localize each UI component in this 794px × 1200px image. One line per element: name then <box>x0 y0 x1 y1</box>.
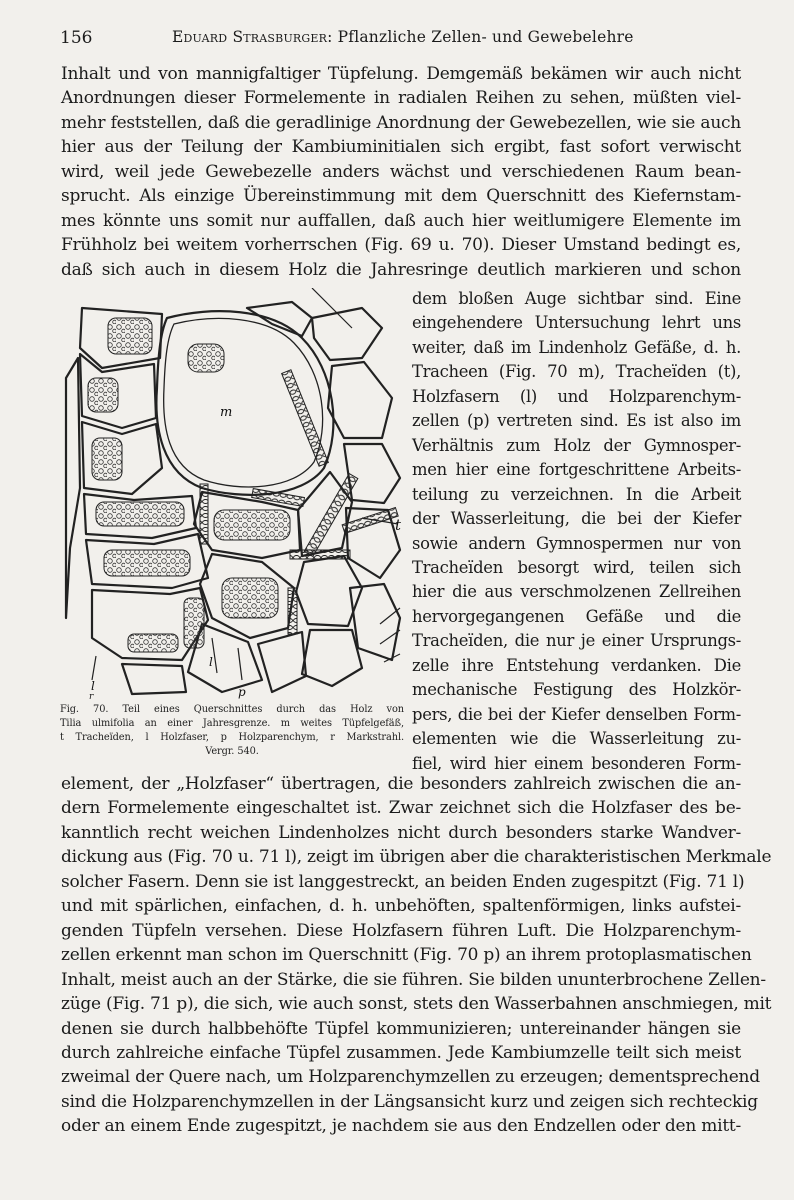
book-title: : Pflanzliche Zellen- und Gewebelehre <box>327 28 634 46</box>
text-line: hier die aus verschmolzenen Zellreihen <box>412 582 741 602</box>
text-line: solcher Fasern. Denn sie ist langgestreckt, an beiden Enden zugespitzt (Fig. 71 l) <box>61 871 745 892</box>
author-name: Eduard Strasburger <box>172 28 328 46</box>
figure-70-wood-cross-section <box>62 288 402 700</box>
text-line: eingehendere Untersuchung lehrt uns <box>412 313 741 333</box>
text-line: durch zahlreiche einfache Tüpfel zusammen. Jede Kambiumzelle teilt sich meist <box>61 1042 741 1063</box>
text-line: zweimal der Quere nach, um Holzparenchymzellen zu erzeugen; dementsprechend <box>61 1067 760 1088</box>
text-line: Holzfasern (l) und Holzparenchym- <box>412 386 741 406</box>
text-line: Anordnungen dieser Formelemente in radialen Reihen zu sehen, müßten viel- <box>61 88 741 109</box>
text-line: Inhalt, meist auch an der Stärke, die sie führen. Sie bilden ununterbrochene Zellen- <box>61 969 766 990</box>
text-line: Tracheen (Fig. 70 m), Tracheïden (t), <box>412 362 741 382</box>
caption-line: Vergr. 540. <box>205 746 259 757</box>
label-l-left: l <box>91 679 95 693</box>
text-line: zellen erkennt man schon im Querschnitt (Fig. 70 p) an ihrem protoplasmatischen <box>61 945 752 966</box>
caption-line: Fig. 70. Teil eines Querschnittes durch das Holz von <box>60 704 404 715</box>
caption-line: t Tracheïden, l Holzfaser, p Holzparenchym, r Markstrahl. <box>60 732 404 743</box>
text-line: oder an einem Ende zugespitzt, je nachdem sie aus den Endzellen oder den mitt- <box>61 1116 741 1137</box>
text-line: fiel, wird hier einem besonderen Form- <box>412 753 741 773</box>
text-line: genden Tüpfeln versehen. Diese Holzfasern führen Luft. Die Holzparenchym- <box>61 920 741 941</box>
text-line: hervorgegangenen Gefäße und die <box>412 606 741 626</box>
text-line: mes könnte uns somit nur auffallen, daß auch hier weitlumigere Elemente im <box>61 210 741 231</box>
text-line: teilung zu verzeichnen. In die Arbeit <box>412 484 741 504</box>
text-line: element, der „Holzfaser“ übertragen, die besonders zahlreich zwischen die an- <box>61 774 741 794</box>
text-line: daß sich auch in diesem Holz die Jahresringe deutlich markieren und schon <box>61 259 741 280</box>
text-line: züge (Fig. 71 p), die sich, wie auch sonst, stets den Wasserbahnen anschmiegen, mit <box>61 994 772 1015</box>
figure-caption <box>60 703 404 759</box>
text-line: Inhalt und von mannigfaltiger Tüpfelung. Demgemäß bekämen wir auch nicht <box>61 64 741 84</box>
label-p: p <box>238 685 246 699</box>
text-line: Tracheïden besorgt wird, teilen sich <box>412 557 741 577</box>
caption-line: Tilia ulmifolia an einer Jahresgrenze. m weites Tüpfelgefäß, <box>60 718 404 729</box>
text-line: men hier eine fortgeschrittene Arbeits- <box>412 460 741 480</box>
text-line: mehr feststellen, daß die geradlinige Anordnung der Gewebezellen, wie sie auch <box>61 112 741 133</box>
text-line: wird, weil jede Gewebezelle anders wächst und verschiedenen Raum bean- <box>61 161 741 182</box>
text-line: sind die Holzparenchymzellen in der Längsansicht kurz und zeigen sich rechteckig <box>61 1091 758 1112</box>
text-line: weiter, daß im Lindenholz Gefäße, d. h. <box>412 337 741 357</box>
text-line: zelle ihre Entstehung verdanken. Die <box>412 655 741 675</box>
text-line: mechanische Festigung des Holzkör- <box>412 680 741 700</box>
text-line: Tracheïden, die nur je einer Ursprungs- <box>412 631 741 651</box>
text-line: und mit spärlichen, einfachen, d. h. unbehöften, spaltenförmigen, links aufstei- <box>61 896 741 917</box>
text-line: dern Formelemente eingeschaltet ist. Zwar zeichnet sich die Holzfaser des be- <box>61 798 741 819</box>
text-line: sprucht. Als einzige Übereinstimmung mit dem Querschnitt des Kiefernstam- <box>61 186 741 207</box>
page-number: 156 <box>60 28 93 48</box>
label-m: m <box>220 405 233 420</box>
micrograph-drawing <box>62 288 402 700</box>
text-line: denen sie durch halbbehöfte Tüpfel kommunizieren; untereinander hängen sie <box>61 1018 741 1039</box>
text-line: sowie andern Gymnospermen nur von <box>412 533 741 553</box>
text-line: Verhältnis zum Holz der Gymnosper- <box>412 435 741 455</box>
text-line: pers, die bei der Kiefer denselben Form- <box>412 704 741 724</box>
text-line: zellen (p) vertreten sind. Es ist also im <box>412 411 741 431</box>
text-line: dem bloßen Auge sichtbar sind. Eine <box>412 289 741 308</box>
text-line: der Wasserleitung, die bei der Kiefer <box>412 509 741 529</box>
text-line: Frühholz bei weitem vorherrschen (Fig. 69 u. 70). Dieser Umstand bedingt es, <box>61 235 741 256</box>
text-line: kanntlich recht weichen Lindenholzes nicht durch besonders starke Wandver- <box>61 822 741 843</box>
text-line: hier aus der Teilung der Kambiuminitialen sich ergibt, fast sofort verwischt <box>61 137 741 158</box>
label-t: t <box>395 516 402 534</box>
running-head <box>60 28 750 50</box>
text-line: elementen wie die Wasserleitung zu- <box>412 729 741 749</box>
label-l-mid: l <box>209 655 213 669</box>
label-r: r <box>89 692 94 700</box>
running-title <box>172 28 634 46</box>
text-line: dickung aus (Fig. 70 u. 71 l), zeigt im übrigen aber die charakteristischen Merkmale <box>61 847 772 868</box>
